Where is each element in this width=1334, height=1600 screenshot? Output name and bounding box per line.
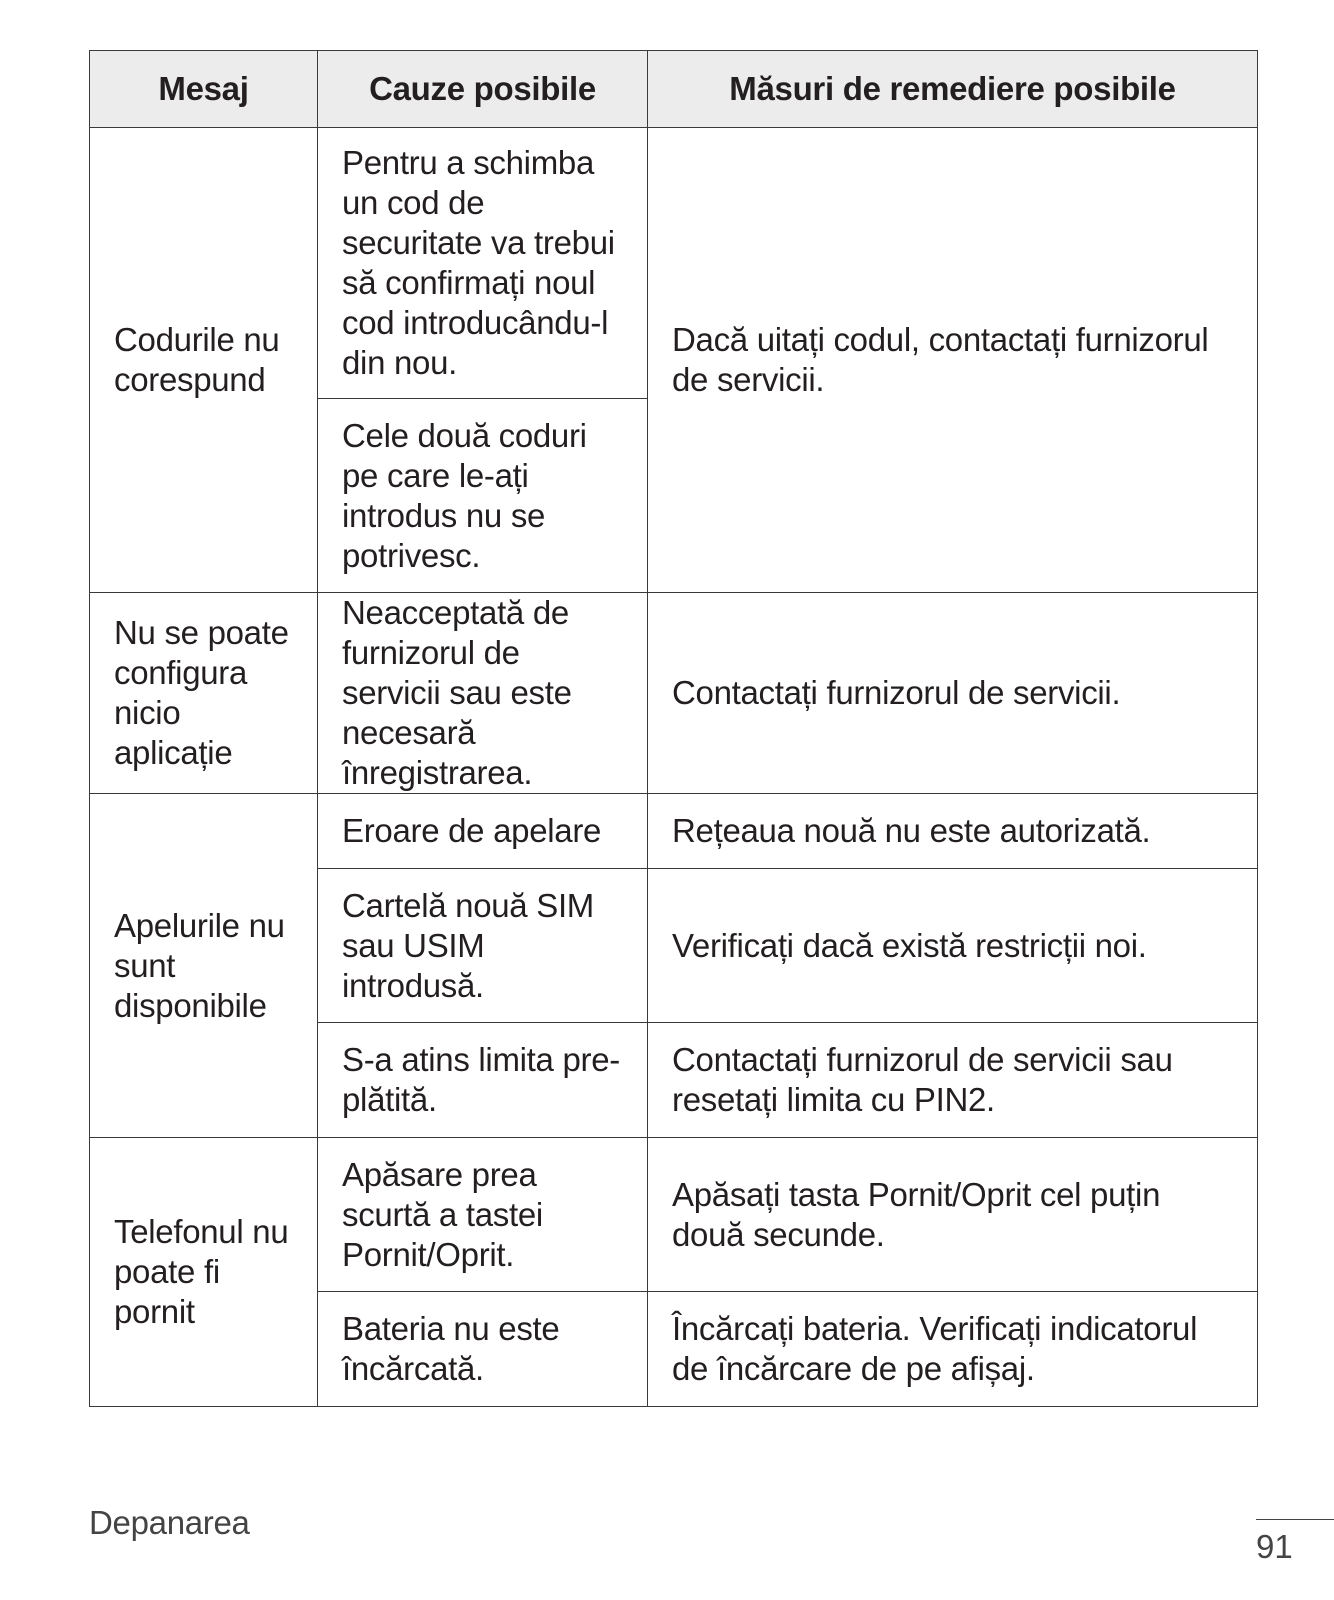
message-cell: Nu se poate configura nicio aplicație: [90, 593, 318, 794]
message-cell: Codurile nu corespund: [90, 128, 318, 593]
cause-cell: Cartelă nouă SIM sau USIM introdusă.: [318, 869, 648, 1023]
cause-cell: Eroare de apelare: [318, 794, 648, 869]
message-cell: Telefonul nu poate fi pornit: [90, 1138, 318, 1407]
remedy-cell: Apăsați tasta Pornit/Oprit cel puțin două secunde.: [648, 1138, 1258, 1292]
table-row: [90, 1138, 1258, 1292]
page-number: 91: [1256, 1528, 1293, 1565]
footer-section-title: Depanarea: [89, 1504, 250, 1541]
header-remedies: Măsuri de remediere posibile: [648, 51, 1258, 128]
troubleshooting-table: [89, 50, 1258, 1407]
cause-cell: Apăsare prea scurtă a tastei Pornit/Oprit.: [318, 1138, 648, 1292]
header-causes: Cauze posibile: [318, 51, 648, 128]
table-row: [90, 794, 1258, 869]
remedy-cell: Verificați dacă există restricții noi.: [648, 869, 1258, 1023]
remedy-cell: Dacă uitați codul, contactați furnizorul de servicii.: [648, 128, 1258, 593]
remedy-cell: Contactați furnizorul de servicii.: [648, 593, 1258, 794]
cause-cell: S-a atins limita pre-plătită.: [318, 1023, 648, 1138]
cause-cell: Cele două coduri pe care le-ați introdus nu se potrivesc.: [318, 399, 648, 593]
header-message: Mesaj: [90, 51, 318, 128]
table-row: [90, 593, 1258, 794]
remedy-cell: Rețeaua nouă nu este autorizată.: [648, 794, 1258, 869]
cause-cell: Neacceptată de furnizorul de servicii sau este necesară înregistrarea.: [318, 593, 648, 794]
table-header-row: [90, 51, 1258, 128]
remedy-cell: Contactați furnizorul de servicii sau resetați limita cu PIN2.: [648, 1023, 1258, 1138]
cause-cell: Pentru a schimba un cod de securitate va trebui să confirmați noul cod introducându-l din nou.: [318, 128, 648, 399]
page-number-rule: [1256, 1519, 1334, 1520]
message-cell: Apelurile nu sunt disponibile: [90, 794, 318, 1138]
cause-cell: Bateria nu este încărcată.: [318, 1292, 648, 1407]
remedy-cell: Încărcați bateria. Verificați indicatorul de încărcare de pe afișaj.: [648, 1292, 1258, 1407]
table-row: [90, 128, 1258, 399]
